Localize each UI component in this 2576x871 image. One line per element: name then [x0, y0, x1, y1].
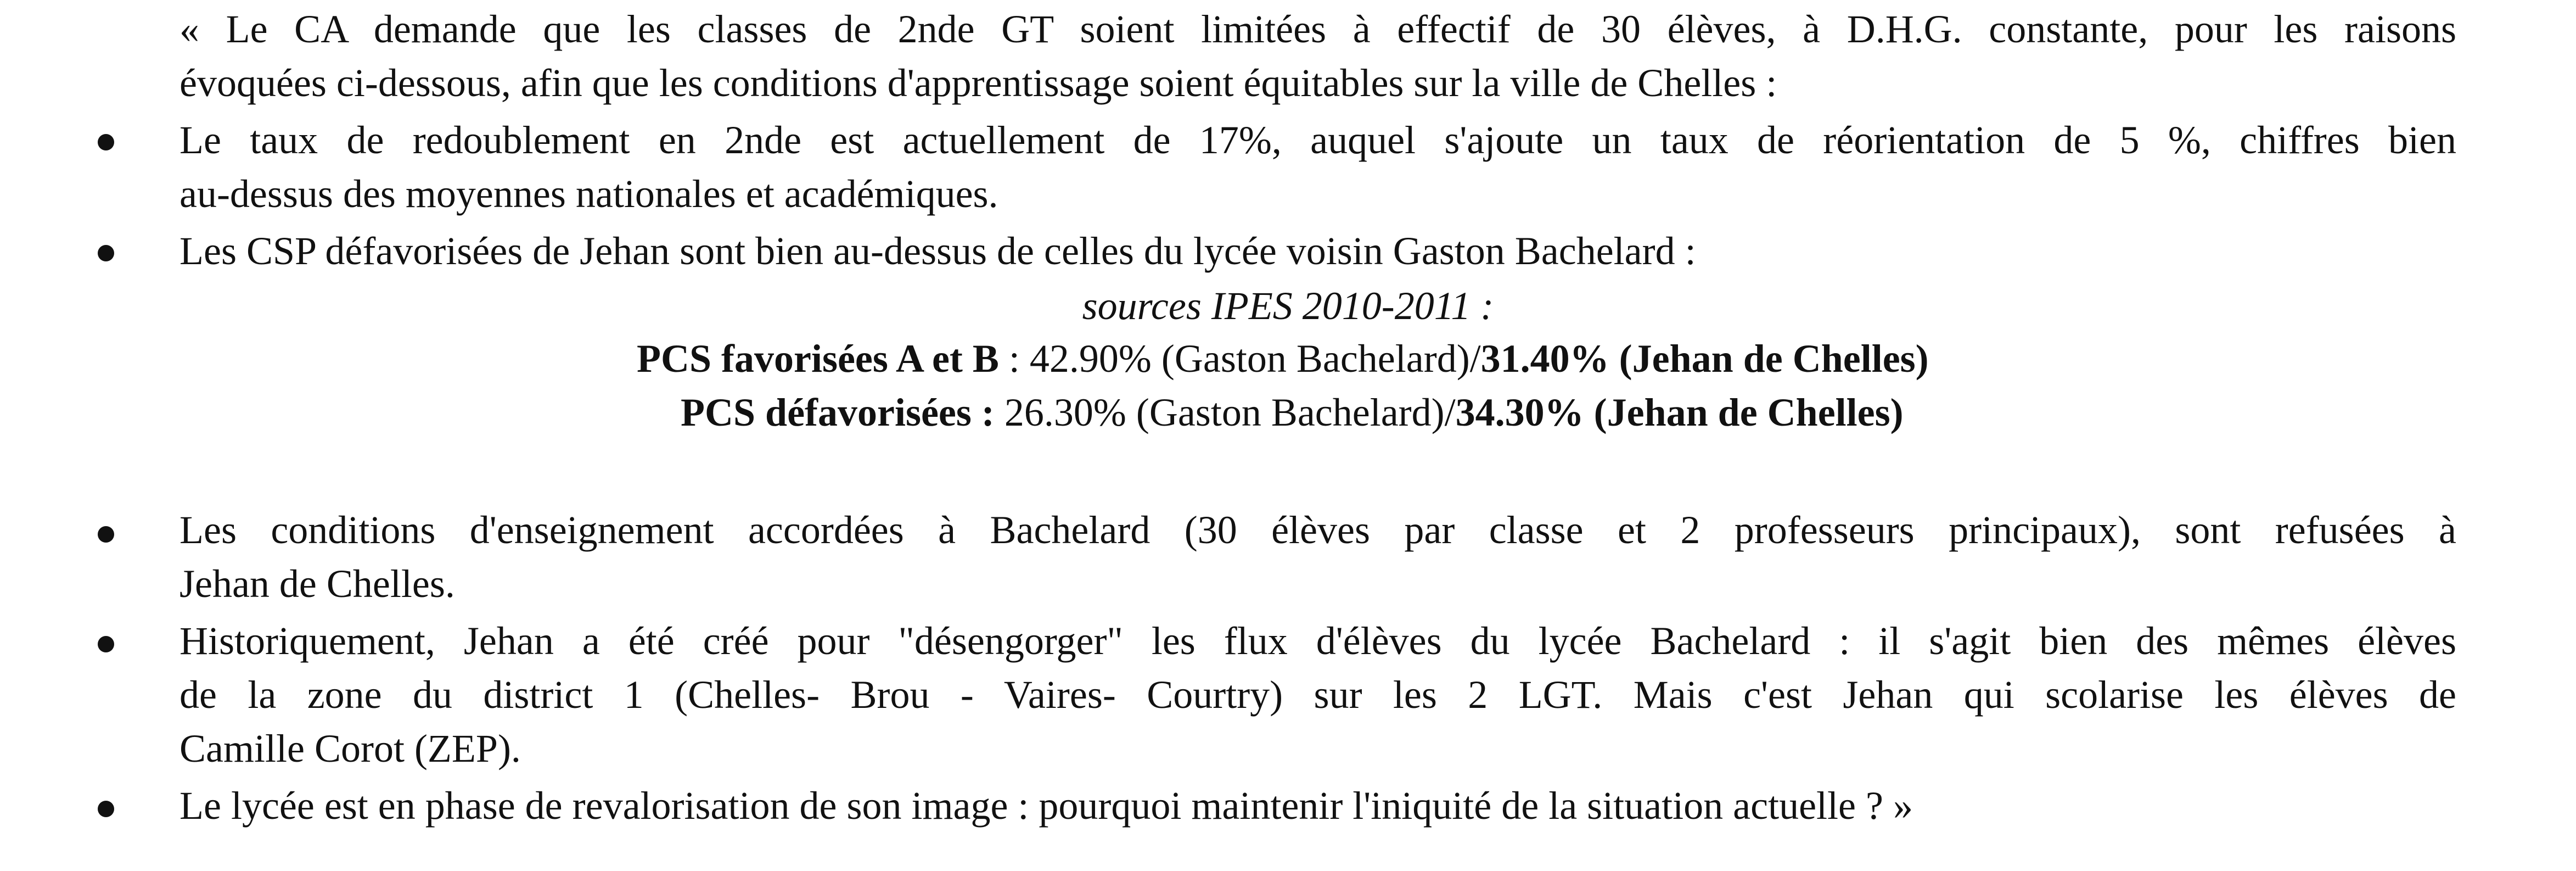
bullet-4-line-1: Historiquement, Jehan a été créé pour "désengorger" les flux d'élèves du lycée Bachelard : il s'agit bien des mêmes élèves — [179, 619, 2456, 663]
bullet-icon — [98, 245, 114, 261]
pcs-favorisees-bachelard: : 42.90% (Gaston Bachelard)/ — [998, 337, 1481, 381]
pcs-favorisees-label: PCS favorisées A et B — [637, 337, 999, 381]
intro-line-2: évoquées ci-dessous, afin que les conditions d'apprentissage soient équitables sur la ville de Chelles : — [179, 61, 1777, 105]
pcs-favorisees-line — [637, 332, 2382, 386]
bullet-5-line-1: Le lycée est en phase de revalorisation de son image : pourquoi maintenir l'iniquité de la situation actuelle ? » — [179, 784, 1913, 828]
bullet-icon — [98, 636, 114, 652]
bullet-3-line-1: Les conditions d'enseignement accordées à Bachelard (30 élèves par classe et 2 professeurs principaux), sont refusées à — [179, 508, 2456, 552]
sources-heading: sources IPES 2010-2011 : — [1082, 284, 1494, 328]
pcs-defavorisees-label: PCS défavorisées : — [681, 390, 995, 434]
pcs-defavorisees-jehan: 34.30% (Jehan de Chelles) — [1455, 390, 1904, 434]
intro-line-1: « Le CA demande que les classes de 2nde GT soient limitées à effectif de 30 élèves, à D.H.G. constante, pour les raisons — [179, 7, 2456, 51]
bullet-3-line-2: Jehan de Chelles. — [179, 562, 455, 606]
pcs-defavorisees-line — [681, 386, 2426, 439]
bullet-2-line-1: Les CSP défavorisées de Jehan sont bien au-dessus de celles du lycée voisin Gaston Bachelard : — [179, 229, 1696, 273]
bullet-4-line-2: de la zone du district 1 (Chelles- Brou - Vaires- Courtry) sur les 2 LGT. Mais c'est Jehan qui scolarise les élèves de — [179, 673, 2456, 717]
bullet-1-line-2: au-dessus des moyennes nationales et académiques. — [179, 172, 998, 216]
bullet-icon — [98, 801, 114, 817]
pcs-favorisees-jehan: 31.40% (Jehan de Chelles) — [1480, 337, 1929, 381]
bullet-1-line-1: Le taux de redoublement en 2nde est actuellement de 17%, auquel s'ajoute un taux de réorientation de 5 %, chiffres bien — [179, 118, 2456, 162]
bullet-icon — [98, 526, 114, 543]
bullet-icon — [98, 134, 114, 150]
pcs-defavorisees-bachelard: 26.30% (Gaston Bachelard)/ — [994, 390, 1456, 434]
bullet-4-line-3: Camille Corot (ZEP). — [179, 727, 521, 771]
